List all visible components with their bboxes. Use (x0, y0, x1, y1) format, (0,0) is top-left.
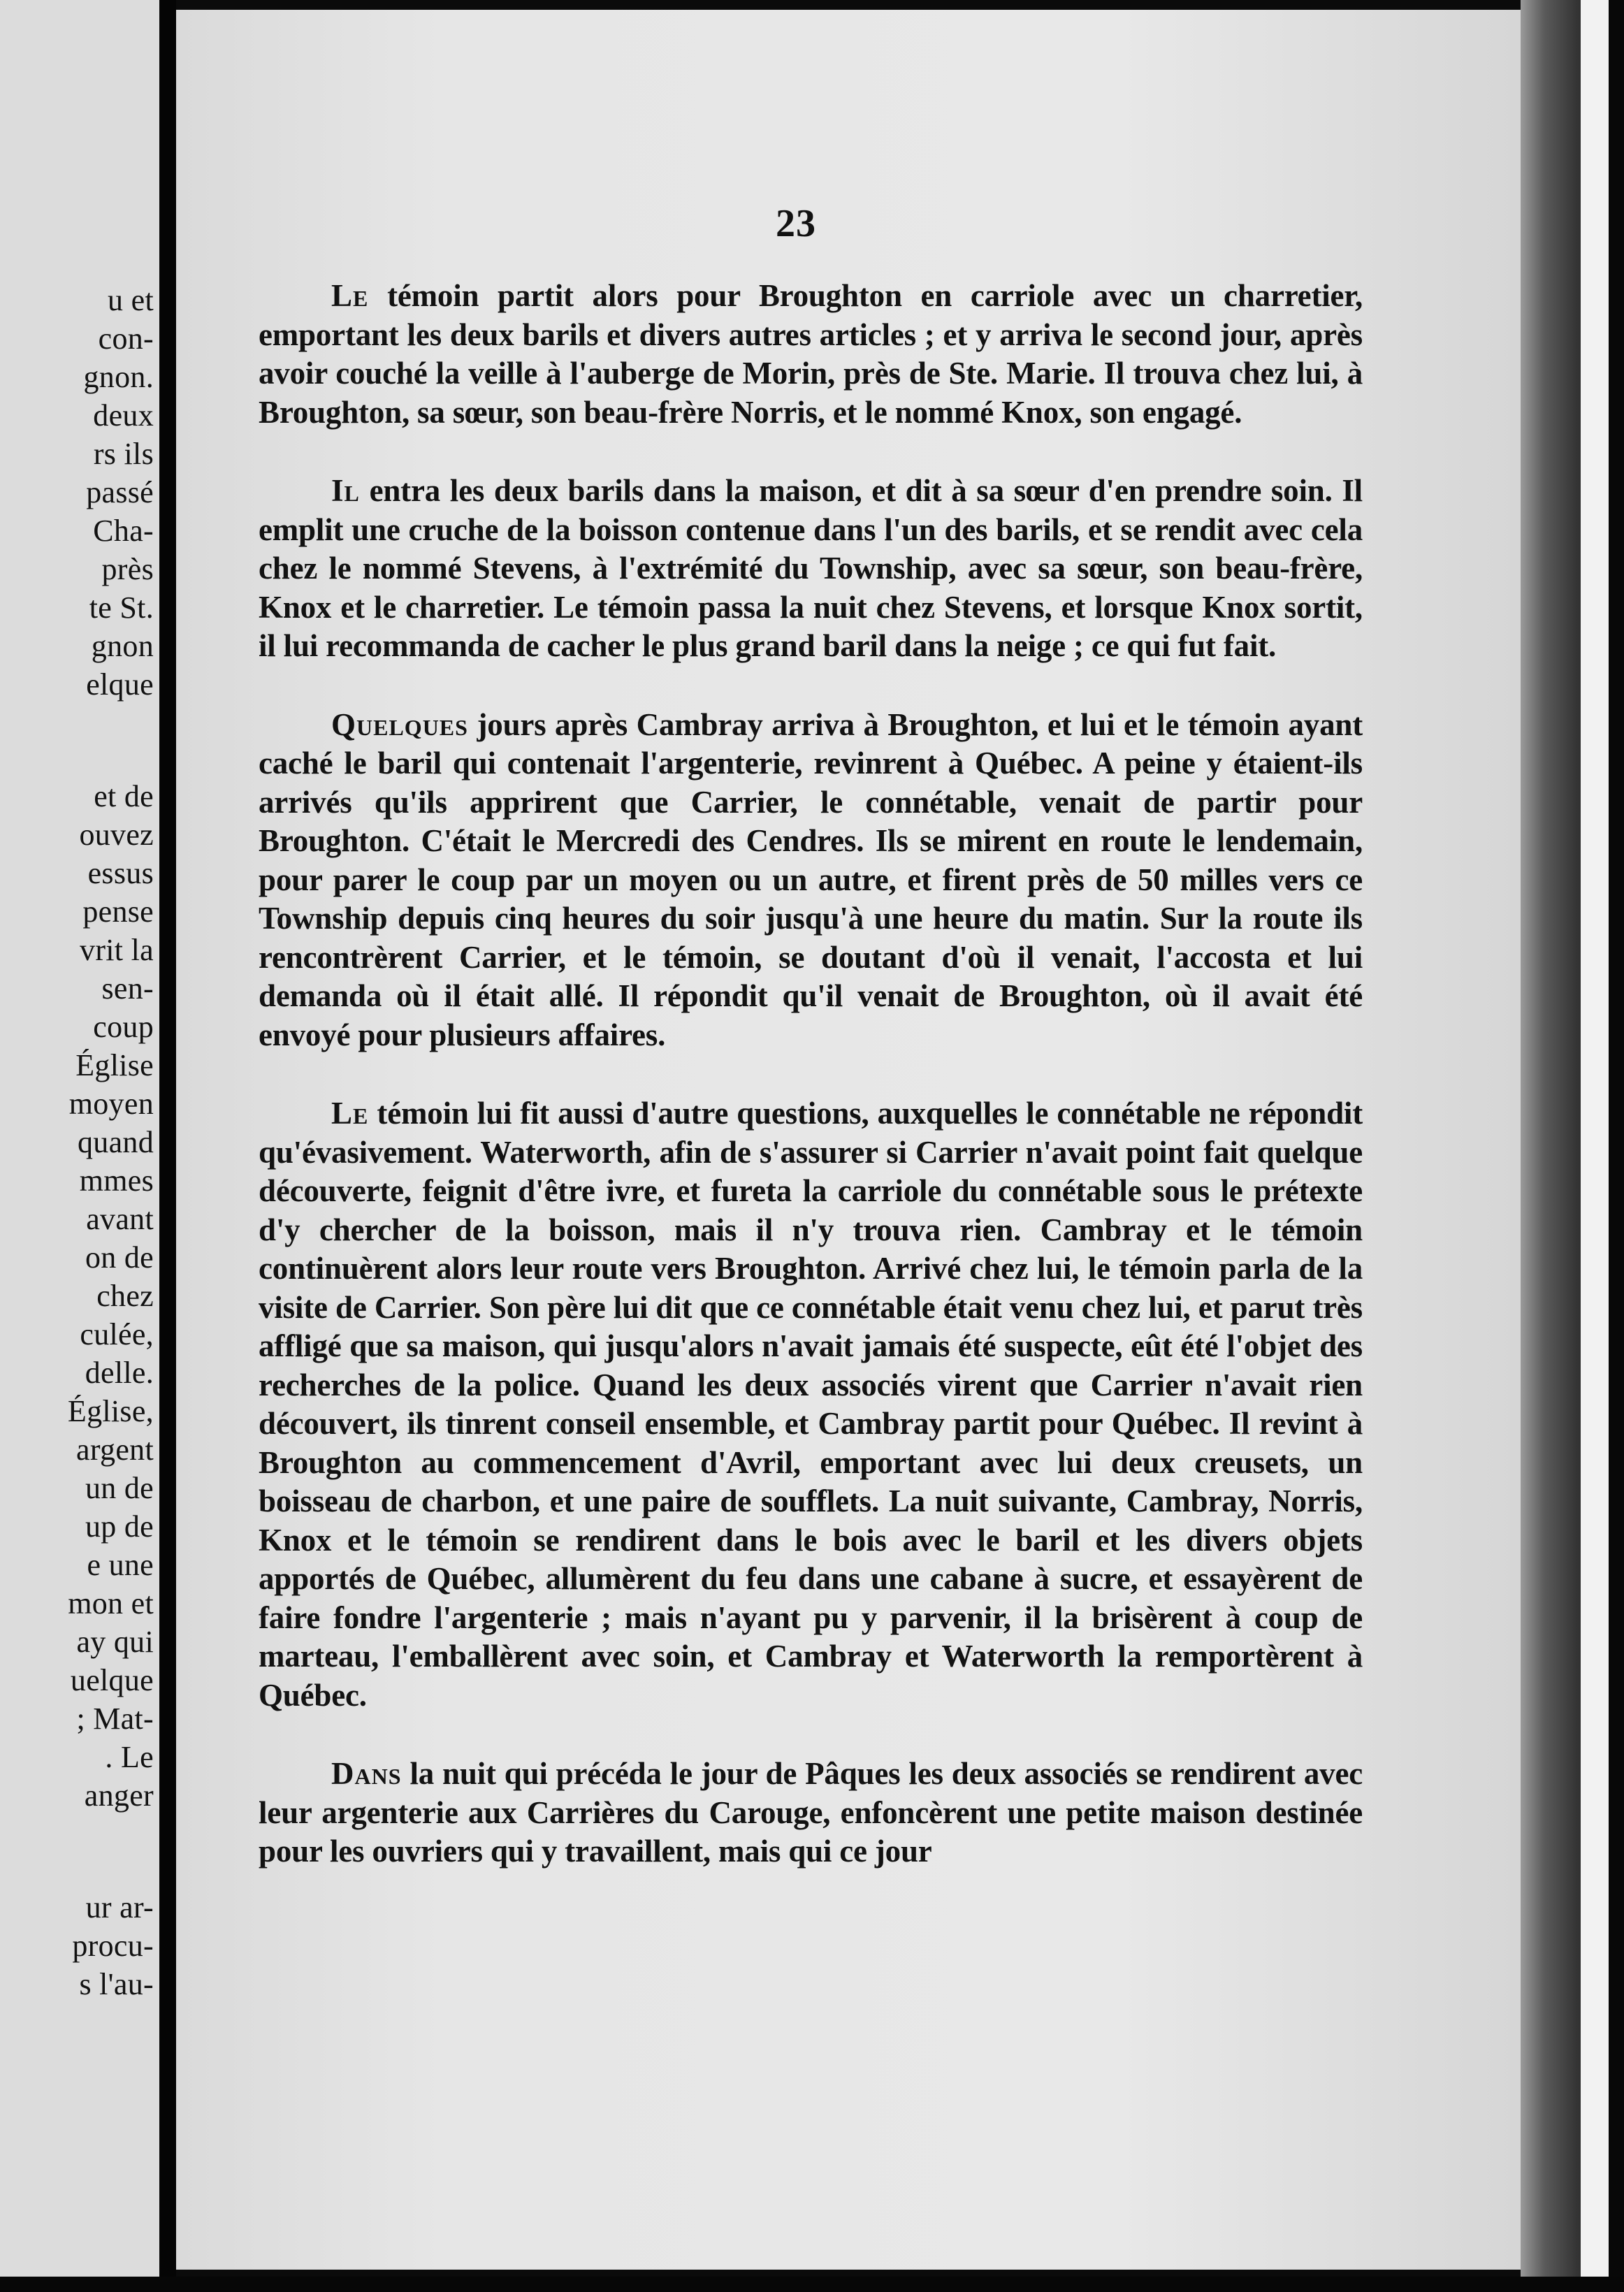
paragraph-text: témoin partit alors pour Broughton en carriole avec un charretier, emportant les deux barils et divers autres articles ; et y arriva le second jour, après avoir couché la veille à l'auberge de Morin, près de Ste. Marie. Il trouva chez lui, à Broughton, sa sœur, son beau-frère Norris, et le nommé Knox, son engagé. (259, 278, 1363, 430)
paragraph (259, 706, 1363, 1055)
binding-gutter (159, 0, 176, 2292)
left-fragment: con- (98, 321, 154, 356)
paragraph (259, 1755, 1363, 1871)
paragraph-lead: Quelques (331, 706, 468, 742)
left-fragment: delle. (85, 1356, 154, 1390)
paragraph-lead: Il (331, 473, 360, 508)
left-fragment: ; Mat- (76, 1702, 154, 1736)
left-fragment: ay qui (76, 1625, 154, 1659)
paragraph-text: jours après Cambray arriva à Broughton, et lui et le témoin ayant caché le baril qui contenait l'argenterie, revinrent à Québec. A peine y étaient-ils arrivés qu'ils apprirent que Carrier, le connétable, venait de partir pour Broughton. C'était le Mercredi des Cendres. Ils se mirent en route le lendemain, pour parer le coup par un moyen ou un autre, et firent près de 50 milles vers ce Township depuis cinq heures du soir jusqu'à une heure du matin. Sur la route ils rencontrèrent Carrier, et le témoin, se doutant d'où il venait, l'accosta et lui demanda où il était allé. Il répondit qu'il venait de Broughton, où il avait été envoyé pour plusieurs affaires. (259, 706, 1363, 1052)
left-fragment: te St. (89, 590, 154, 625)
paragraph (259, 277, 1363, 432)
left-fragment: vrit la (80, 933, 154, 967)
left-fragment: anger (84, 1778, 154, 1813)
left-fragment: chez (96, 1279, 154, 1313)
page-edge-border (1609, 0, 1624, 2292)
scan-bottom-edge (0, 2277, 1624, 2292)
page-edge-shadow (1521, 0, 1581, 2292)
left-fragment: on de (85, 1240, 154, 1275)
left-fragment: e une (87, 1548, 154, 1582)
left-fragment: deux (93, 398, 154, 433)
left-fragment: procu- (72, 1929, 154, 1963)
left-fragment: quand (77, 1125, 154, 1159)
left-fragment: avant (86, 1202, 154, 1236)
paragraph-text: entra les deux barils dans la maison, et dit à sa sœur d'en prendre soin. Il emplit une cruche de la boisson contenue dans l'un des barils, et se rendit avec cela chez le nommé Stevens, à l'extrémité du Township, avec sa sœur, son beau-frère, Knox et le charretier. Le témoin passa la nuit chez Stevens, et lorsque Knox sortit, il lui recommanda de cacher le plus grand baril dans la neige ; ce qui fut fait. (259, 473, 1363, 663)
paragraph-lead: Le (331, 278, 369, 313)
left-fragment: argent (76, 1432, 154, 1467)
left-fragment: Église, (67, 1394, 154, 1428)
left-fragment: elque (86, 667, 154, 702)
page-number: 23 (776, 202, 816, 245)
left-fragment: et de (94, 779, 154, 813)
left-fragment: . Le (105, 1740, 154, 1774)
left-fragment: Église (75, 1048, 154, 1082)
body-text (259, 277, 1363, 1911)
left-fragment: ouvez (79, 818, 154, 852)
left-fragment: près (101, 552, 154, 586)
left-fragment: gnon. (83, 360, 154, 394)
paragraph-text: témoin lui fit aussi d'autre questions, auxquelles le connétable ne répondit qu'évasivement. Waterworth, afin de s'assurer si Carrier n'avait point fait quelque découverte, feignit d'être ivre, et fureta la carriole du connétable sous le prétexte d'y chercher de la boisson, mais il n'y trouva rien. Cambray et le témoin continuèrent alors leur route vers Broughton. Arrivé chez lui, le témoin parla de la visite de Carrier. Son père lui dit que ce connétable était venu chez lui, et parut très affligé que sa maison, qui jusqu'alors n'avait jamais été suspecte, eût été l'objet des recherches de la police. Quand les deux associés virent que Carrier n'avait rien découvert, ils tinrent conseil ensemble, et Cambray partit pour Québec. Il revint à Broughton au commencement d'Avril, emportant avec lui deux creusets, un boisseau de charbon, et une paire de soufflets. La nuit suivante, Cambray, Norris, Knox et le témoin se rendirent dans le bois avec le baril et les divers objets apportés de Québec, allumèrent du feu dans une cabane à sucre, et essayèrent de faire fondre l'argenterie ; mais n'ayant pu y parvenir, il la brisèrent à coup de marteau, l'emballèrent avec soin, et Cambray et Waterworth la remportèrent à Québec. (259, 1096, 1363, 1713)
left-fragment: pense (82, 894, 154, 929)
paragraph-lead: Le (331, 1096, 369, 1131)
paragraph-text: la nuit qui précéda le jour de Pâques les deux associés se rendirent avec leur argenterie aux Carrières du Carouge, enfoncèrent une petite maison destinée pour les ouvriers qui y travaillent, mais qui ce jour (259, 1756, 1363, 1869)
paragraph (259, 472, 1363, 666)
page-edge-light (1581, 0, 1609, 2292)
left-fragment: sen- (101, 971, 154, 1006)
left-fragment: mon et (68, 1586, 154, 1620)
left-fragment: culée, (80, 1317, 154, 1351)
left-fragment: s l'au- (79, 1967, 154, 2001)
left-fragment: passé (86, 475, 154, 509)
left-fragment: un de (85, 1471, 154, 1505)
left-fragment: up de (85, 1509, 154, 1544)
left-fragment: u et (108, 283, 154, 317)
left-fragment: essus (87, 856, 154, 890)
left-fragment: gnon (91, 629, 154, 663)
left-fragment: Cha- (93, 514, 154, 548)
paragraph (259, 1094, 1363, 1715)
left-facing-page (0, 0, 159, 2277)
left-fragment: ur ar- (85, 1890, 154, 1924)
left-fragment: mmes (79, 1163, 154, 1198)
left-fragment: moyen (68, 1087, 154, 1121)
left-fragment: coup (93, 1010, 154, 1044)
paragraph-lead: Dans (331, 1756, 402, 1791)
left-fragment: uelque (70, 1663, 154, 1697)
left-fragment: rs ils (93, 437, 154, 471)
